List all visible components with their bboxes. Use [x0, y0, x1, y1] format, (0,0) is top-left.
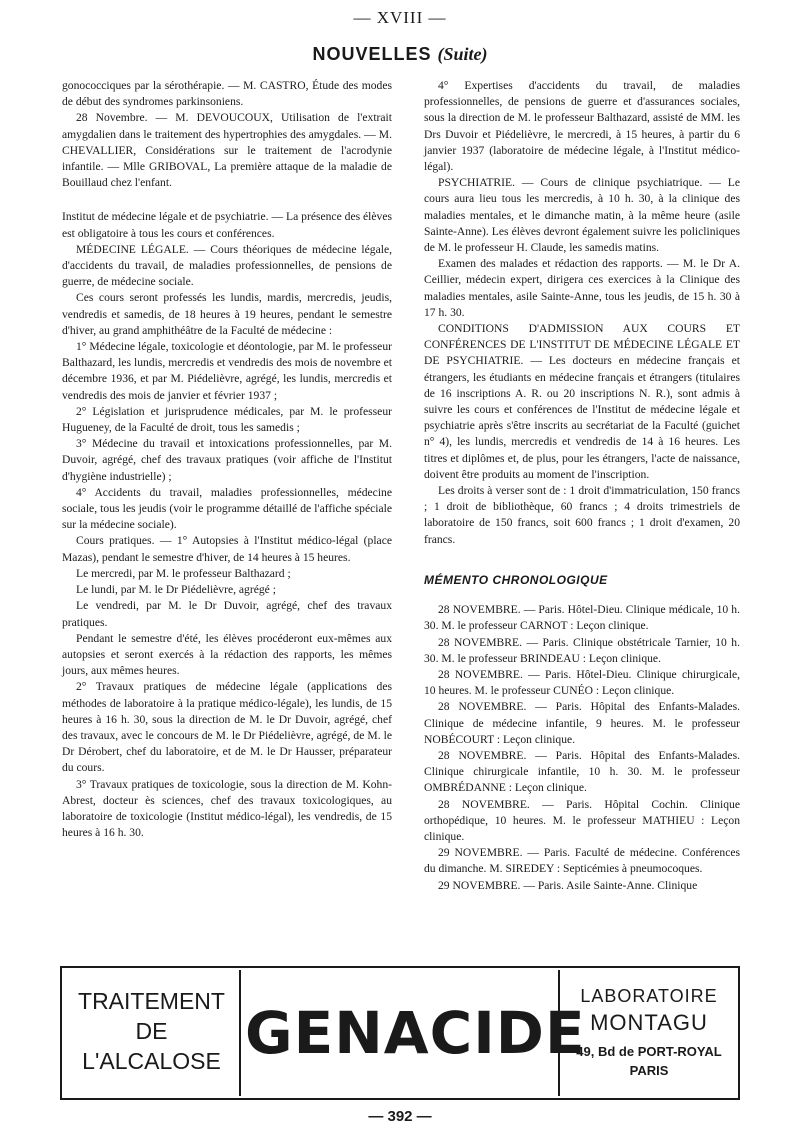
- section-title: NOUVELLES: [312, 44, 432, 64]
- ad-laboratory-panel: [558, 970, 738, 1096]
- paragraph: Le lundi, par M. le Dr Piédelièvre, agrégé ;: [76, 583, 276, 597]
- paragraph: Le mercredi, par M. le professeur Balthazard ;: [76, 566, 291, 580]
- section-suffix: (Suite): [437, 44, 488, 64]
- ad-address: 49, Bd de PORT-ROYAL: [576, 1044, 722, 1059]
- paragraph: MÉDECINE LÉGALE. — Cours théoriques de médecine légale, d'accidents du travail, de maladies professionnelles, de pensions de guerre, de médecine sociale.: [62, 242, 392, 289]
- page-number: — 392 —: [368, 1108, 432, 1125]
- paragraph: Les droits à verser sont de : 1 droit d'immatriculation, 150 francs ; 1 droit de bibliothèque, 60 francs ; 4 droits trimestriels de laboratoire de 150 francs, soit 600 francs ; 1 droit d'examen, 20 francs.: [424, 484, 740, 546]
- memento-entry: 28 NOVEMBRE. — Paris. Hôpital Cochin. Clinique orthopédique, 10 heures. M. le professeur MATHIEU : Leçon clinique.: [424, 797, 740, 843]
- memento-entry: 28 NOVEMBRE. — Paris. Hôtel-Dieu. Clinique chirurgicale, 10 heures. M. le professeur CUNÉO : Leçon clinique.: [424, 667, 740, 698]
- paragraph: 28 Novembre. — M. DEVOUCOUX, Utilisation de l'extrait amygdalien dans le traitement des hypertrophies des amygdales. — M. CHEVALLIER, Considérations sur le traitement de l'acrodynie infantile. — Mlle GRIBOVAL, La première attaque de la maladie de Bouillaud chez l'enfant.: [62, 111, 392, 190]
- paragraph: Examen des malades et rédaction des rapports. — M. le Dr A. Ceillier, médecin expert, dirigera ces exercices à la Clinique des maladies mentales, asile Sainte-Anne, tous les jeudis, de 15 h. 30 à 17 h. 30.: [424, 257, 740, 319]
- memento-entry: 28 NOVEMBRE. — Paris. Hôtel-Dieu. Clinique médicale, 10 h. 30. M. le professeur CARNOT : Leçon clinique.: [424, 603, 740, 633]
- paragraph: Cours pratiques. — 1° Autopsies à l'Institut médico-légal (place Mazas), pendant le semestre d'hiver, de 14 heures à 15 heures.: [62, 534, 392, 564]
- memento-entry: 28 NOVEMBRE. — Paris. Hôpital des Enfants-Malades. Clinique chirurgicale infantile, 10 h. 30. M. le professeur OMBRÉDANNE : Leçon clinique.: [424, 748, 740, 795]
- memento-entry: 29 NOVEMBRE. — Paris. Faculté de médecine. Conférences du dimanche. M. SIREDEY : Septicémies à pneumocoques.: [424, 846, 740, 876]
- ad-lab-line2: MONTAGU: [590, 1010, 708, 1035]
- memento-entry: 29 NOVEMBRE. — Paris. Asile Sainte-Anne. Clinique: [438, 878, 698, 892]
- paragraph: 4° Accidents du travail, maladies professionnelles, médecine sociale, tous les jeudis (voir le programme détaillé de l'affiche spéciale sur la médecine sociale).: [62, 485, 392, 532]
- memento-entry: 28 NOVEMBRE. — Paris. Hôpital des Enfants-Malades. Clinique de médecine infantile, 9 heures. M. le professeur NOBÉCOURT : Leçon clinique.: [424, 700, 740, 746]
- paragraph: Pendant le semestre d'été, les élèves procéderont eux-mêmes aux autopsies et seront exercés à la rédaction des rapports, les mêmes jours, aux mêmes heures.: [62, 631, 392, 678]
- paragraph: 1° Médecine légale, toxicologie et déontologie, par M. le professeur Balthazard, les lundis, mercredis et vendredis des mois de novembre et décembre 1936, et par M. Piédelièvre, agrégé, les lundis, mercredis et vendredis des mois de janvier et février 1937 ;: [62, 340, 392, 402]
- ad-brand-name: GENACIDE: [245, 999, 586, 1067]
- paragraph: 3° Médecine du travail et intoxications professionnelles, par M. Duvoir, agrégé, chef des travaux pratiques (voir affiche de l'Institut d'hygiène industrielle) ;: [62, 437, 392, 483]
- paragraph: 3° Travaux pratiques de toxicologie, sous la direction de M. Kohn-Abrest, docteur ès sciences, chef des travaux toxicologiques, au laboratoire de toxicologie (Institut médico-légal), les vendredis, de 15 heures à 16 h. 30.: [62, 777, 392, 840]
- right-column: [424, 78, 740, 894]
- ad-left-line: TRAITEMENT: [78, 988, 225, 1014]
- ad-left-line: L'ALCALOSE: [82, 1048, 221, 1074]
- ad-city: PARIS: [629, 1063, 669, 1078]
- roman-page-number: — XVIII —: [353, 8, 447, 27]
- paragraph: Le vendredi, par M. le Dr Duvoir, agrégé, chef des travaux pratiques.: [62, 599, 392, 629]
- paragraph: 4° Expertises d'accidents du travail, de maladies professionnelles, de pensions de guerre et d'assurances sociales, sous la direction de M. le professeur Balthazard, assisté de MM. les Drs Duvoir et Piédelièvre, le mercredi, à 15 heures, à partir du 6 janvier 1937 (laboratoire de médecine légale, à l'Institut médico-légal).: [424, 79, 740, 174]
- ad-left-line: DE: [135, 1018, 168, 1044]
- paragraph: 2° Législation et jurisprudence médicales, par M. le professeur Hugueney, de la Faculté de droit, tous les samedis ;: [62, 404, 392, 435]
- genacide-advertisement: [60, 966, 740, 1100]
- ad-lab-line1: LABORATOIRE: [580, 986, 718, 1006]
- ad-treatment-panel: [64, 970, 241, 1096]
- paragraph: Ces cours seront professés les lundis, mardis, mercredis, jeudis, vendredis et samedis, de 18 heures à 19 heures, pendant le semestre d'hiver, au grand amphithéâtre de la Faculté de médecine :: [62, 291, 392, 337]
- paragraph: gonococciques par la sérothérapie. — M. CASTRO, Étude des modes de début des syndromes parkinsoniens.: [62, 79, 392, 109]
- paragraph: CONDITIONS D'ADMISSION AUX COURS ET CONFÉRENCES DE L'INSTITUT DE MÉDECINE LÉGALE ET DE PSYCHIATRIE. — Les docteurs en médecine français et étrangers, les étudiants en médecine français et étrangers (titulaires de 16 inscriptions A. R. ou 20 inscriptions N. R.), sont admis à suivre les cours et conférences de l'Institut de médecine légale et psychiatrie après s'être inscrits au secrétariat de la Faculté (guichet n° 4), les lundis, mercredis et vendredis de 14 à 16 heures. Les titres et diplômes et, de plus, pour les étrangers, l'acte de naissance, doivent être produits au moment de l'inscription.: [424, 322, 740, 481]
- paragraph: 2° Travaux pratiques de médecine légale (applications des méthodes de laboratoire à la pratique médico-légale), les lundis, de 15 heures à 16 h. 30, sous la direction de M. le Dr Duvoir, agrégé, chef des travaux, avec le concours de M. le Dr Piédelièvre, agrégé, de M. le Dr Dérobert, chef du laboratoire, et de M. le Dr Hausser, préparateur du cours.: [62, 680, 392, 775]
- paragraph: PSYCHIATRIE. — Cours de clinique psychiatrique. — Le cours aura lieu tous les mercredis, à 10 h. 30, à la clinique des maladies mentales, et le dimanche matin, à la même heure (asile Sainte-Anne). Les élèves devront également suivre les policliniques de M. le professeur H. Claude, les samedis matins.: [424, 176, 740, 255]
- left-column: [62, 78, 392, 841]
- institute-heading-paragraph: Institut de médecine légale et de psychiatrie. — La présence des élèves est obligatoire à tous les cours et conférences.: [62, 210, 392, 240]
- memento-title: MÉMENTO CHRONOLOGIQUE: [424, 572, 608, 587]
- memento-entry: 28 NOVEMBRE. — Paris. Clinique obstétricale Tarnier, 10 h. 30. M. le professeur BRINDEAU : Leçon clinique.: [424, 635, 740, 665]
- section-heading: [0, 44, 800, 65]
